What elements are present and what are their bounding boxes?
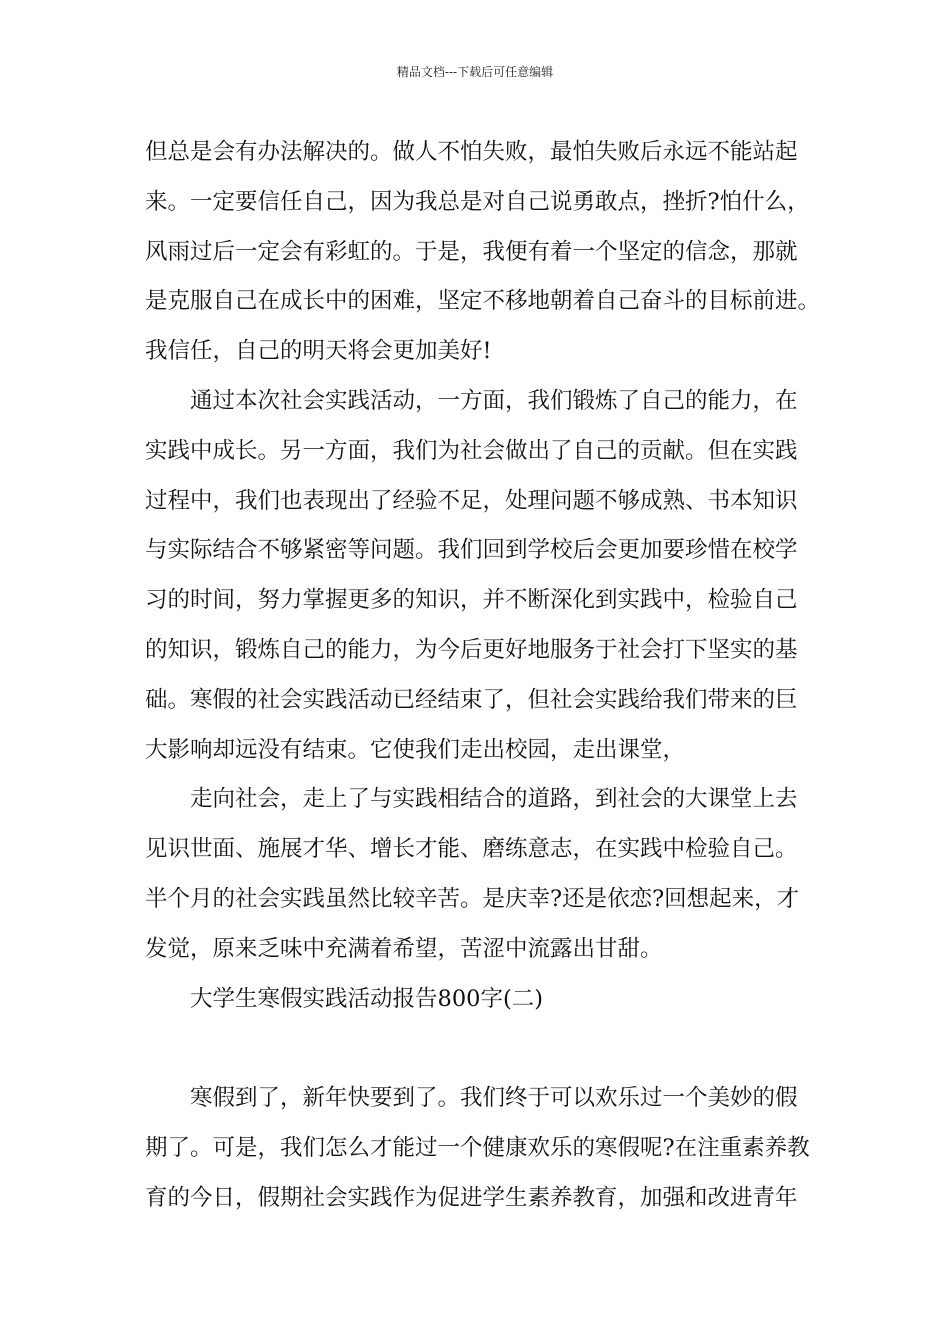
- text-line: 的知识，锻炼自己的能力，为今后更好地服务于社会打下坚实的基: [145, 636, 798, 663]
- text-line: 风雨过后一定会有彩虹的。于是，我便有着一个坚定的信念，那就: [145, 238, 798, 265]
- text-line: 发觉，原来乏味中充满着希望，苦涩中流露出甘甜。: [145, 935, 663, 962]
- text-line: 见识世面、施展才华、增长才能、磨练意志，在实践中检验自己。: [145, 836, 798, 863]
- page-header: 精品文档---下载后可任意编辑: [396, 65, 554, 79]
- text-line: 实践中成长。另一方面，我们为社会做出了自己的贡献。但在实践: [145, 437, 798, 464]
- paragraph-first-line: 大学生寒假实践活动报告800字(二): [190, 985, 544, 1012]
- blank-line: [145, 1024, 845, 1074]
- text-line: 半个月的社会实践虽然比较辛苦。是庆幸?还是依恋?回想起来，才: [145, 885, 800, 912]
- paragraph-first-line: 寒假到了，新年快要到了。我们终于可以欢乐过一个美妙的假: [190, 1085, 798, 1112]
- text-line: 来。一定要信任自己，因为我总是对自己说勇敢点，挫折?怕什么，: [145, 188, 810, 215]
- text-line: 期了。可是，我们怎么才能过一个健康欢乐的寒假呢?在注重素养教: [145, 1134, 810, 1161]
- text-line: 育的今日，假期社会实践作为促进学生素养教育，加强和改进青年: [145, 1184, 798, 1211]
- text-line: 但总是会有办法解决的。做人不怕失败，最怕失败后永远不能站起: [145, 139, 798, 165]
- text-line: 大影响却远没有结束。它使我们走出校园，走出课堂，: [145, 736, 686, 763]
- paragraph-first-line: 走向社会，走上了与实践相结合的道路，到社会的大课堂上去: [190, 786, 798, 813]
- document-body: [145, 128, 845, 1224]
- text-line: 是克服自己在成长中的困难，坚定不移地朝着自己奋斗的目标前进。: [145, 288, 821, 315]
- text-line: 我信任，自己的明天将会更加美好!: [145, 338, 492, 365]
- text-line: 过程中，我们也表现出了经验不足，处理问题不够成熟、书本知识: [145, 487, 798, 514]
- paragraph-first-line: 通过本次社会实践活动，一方面，我们锻炼了自己的能力，在: [190, 387, 798, 414]
- text-line: 础。寒假的社会实践活动已经结束了，但社会实践给我们带来的巨: [145, 686, 798, 713]
- text-line: 习的时间，努力掌握更多的知识，并不断深化到实践中，检验自己: [145, 587, 798, 614]
- text-line: 与实际结合不够紧密等问题。我们回到学校后会更加要珍惜在校学: [145, 537, 798, 564]
